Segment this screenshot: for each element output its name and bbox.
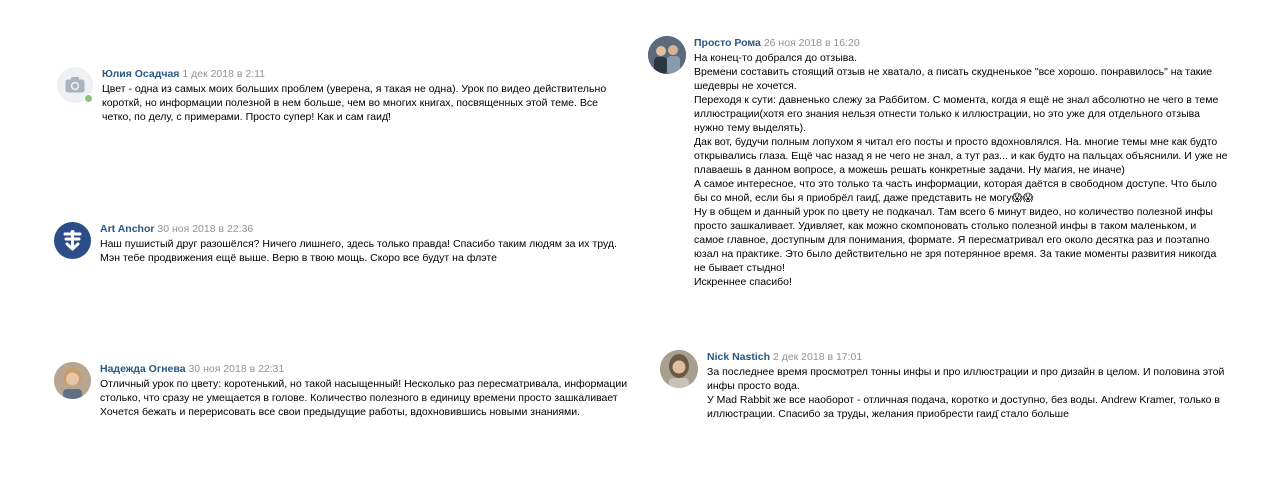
author-link[interactable]: Art Anchor: [100, 223, 155, 235]
comment-line: Искреннее спасибо!: [694, 276, 792, 288]
comment-text: [707, 365, 1224, 421]
comment-date[interactable]: 30 ноя 2018 в 22:36: [157, 223, 254, 235]
comment-text: [100, 237, 617, 265]
comment-date[interactable]: 2 дек 2018 в 17:01: [772, 351, 863, 363]
comment-line: Времени составить стоящий отзыв не хватало, а писать скудненькое "все хорошо. понравилось" на такие: [694, 66, 1213, 78]
comment-line: Цвет - одна из самых моих больших проблем (уверена, я такая не одна). Урок по видео действительно: [102, 83, 607, 95]
comment-body: [102, 67, 606, 124]
avatar[interactable]: [54, 362, 91, 399]
comment-date[interactable]: 26 ноя 2018 в 16:20: [763, 37, 860, 49]
comment-line: нужно тему выделять).: [694, 122, 807, 134]
comment-line: Отличный урок по цвету: коротенький, но такой насыщенный! Несколько раз пересматривала, информации: [100, 378, 628, 390]
comment-line: У Mad Rabbit же все наоборот - отличная подача, коротко и доступно, без воды. Andrew Kramer, только в: [707, 394, 1220, 406]
comment-text: [694, 51, 1228, 289]
comment-body: [694, 36, 1228, 289]
comment-body: [100, 222, 617, 265]
comment-line: плаваешь в данном вопросе, а можешь решать конкретные задачи. Ну магия, не иначе): [694, 164, 1125, 176]
comment-line: шедевры не хочется.: [694, 80, 797, 92]
comment-header: [102, 67, 606, 81]
comment-line: короткй, но информации полезной в нем больше, чем во многих книгах, посвященных этой теме. Все: [102, 97, 598, 109]
comment-line: четко, по делу, с примерами. Просто супер! Как и сам гаид̆!: [102, 111, 392, 123]
comment-line: Дак вот, будучи полным лопухом я читал его посты и просто вдохновлялся. На. многие темы мне как будто: [694, 136, 1218, 148]
comment-line: А самое интересное, что это только та часть информации, которая даётся в свободном доступе. Что было: [694, 178, 1217, 190]
avatar[interactable]: [648, 36, 686, 74]
comment-line: иллюстрации(хотя его знания нельзя отнести только к иллюстрации, но это уже для отдельного отзыва: [694, 108, 1200, 120]
comment-header: [100, 222, 617, 236]
comment-line: Хочется бежать и перерисовать все свои предыдущие работы, вдохновившись новыми знаниями.: [100, 406, 581, 418]
comment-header: [707, 350, 1224, 364]
user-photo-icon: [648, 36, 686, 74]
comment-body: [100, 362, 627, 419]
comment-date[interactable]: 1 дек 2018 в 2:11: [182, 68, 266, 80]
online-status-dot: [84, 94, 93, 103]
comment-line: столько, что сразу не умещается в голове. Количество полезного в единицу времени просто зашкаливает: [100, 392, 618, 404]
author-link[interactable]: Просто Рома: [694, 37, 761, 49]
comment-line: На конец-то добрался до отзыва.: [694, 52, 858, 64]
comment-body: [707, 350, 1224, 421]
comment-line: просто зашкаливает. Удивляет, как можно скомпоновать столько полезной инфы в таком маленьком, и: [694, 220, 1197, 232]
comment-text: [102, 82, 606, 124]
comment-line: Ну в общем и данный урок по цвету не подкачал. Там всего 6 минут видео, но количество полезной инфы: [694, 206, 1213, 218]
comment-line: Переходя к сути: давненько слежу за Раббитом. С момента, когда я ещё не знал абсолютно не чего в теме: [694, 94, 1219, 106]
author-link[interactable]: Nick Nastich: [707, 351, 771, 363]
comment-header: [100, 362, 627, 376]
author-link[interactable]: Юлия Осадчая: [102, 68, 180, 80]
user-photo-icon: [54, 362, 91, 399]
anchor-logo-icon: [54, 222, 91, 259]
comment-line: открывались глаза. Ещё час назад я не чего не знал, а тут раз... и как будто на пальцах объяснили. И уже не: [694, 150, 1228, 162]
comment-header: [694, 36, 1228, 50]
comment-line: юзал на практике. Это было действительно не зря потерянное время. За такие моменты развития никогда: [694, 248, 1217, 260]
comment-line: не бывает стыдно!: [694, 262, 785, 274]
author-link[interactable]: Надежда Огнева: [100, 363, 186, 375]
comment-date[interactable]: 30 ноя 2018 в 22:31: [188, 363, 285, 375]
comment-line: Мэн тебе продвижения ещё выше. Верю в твою мощь. Скоро все будут на флэте: [100, 252, 497, 264]
avatar[interactable]: [660, 350, 698, 388]
comment-line: Наш пушистый друг разошёлся? Ничего лишнего, здесь только правда! Спасибо таким людям за их труд.: [100, 238, 617, 250]
comment-line: иллюстрации. Спасибо за труды, желания приобрести гаид̆ стало больше: [707, 408, 1069, 420]
comment-line: За последнее время просмотрел тонны инфы и про иллюстрации и про дизайн в целом. И половина этой: [707, 366, 1225, 378]
avatar[interactable]: [54, 222, 91, 259]
user-photo-icon: [660, 350, 698, 388]
comment-text: [100, 377, 627, 419]
comment-line: инфы просто вода.: [707, 380, 800, 392]
comment-line: бы со мной, если бы я приобрёл гаид̆, даже представить не могу😱😱: [694, 192, 1034, 204]
comment-line: самое главное, доступным для понимания, формате. Я пересматривал его около десятка раз и поэтапно: [694, 234, 1210, 246]
